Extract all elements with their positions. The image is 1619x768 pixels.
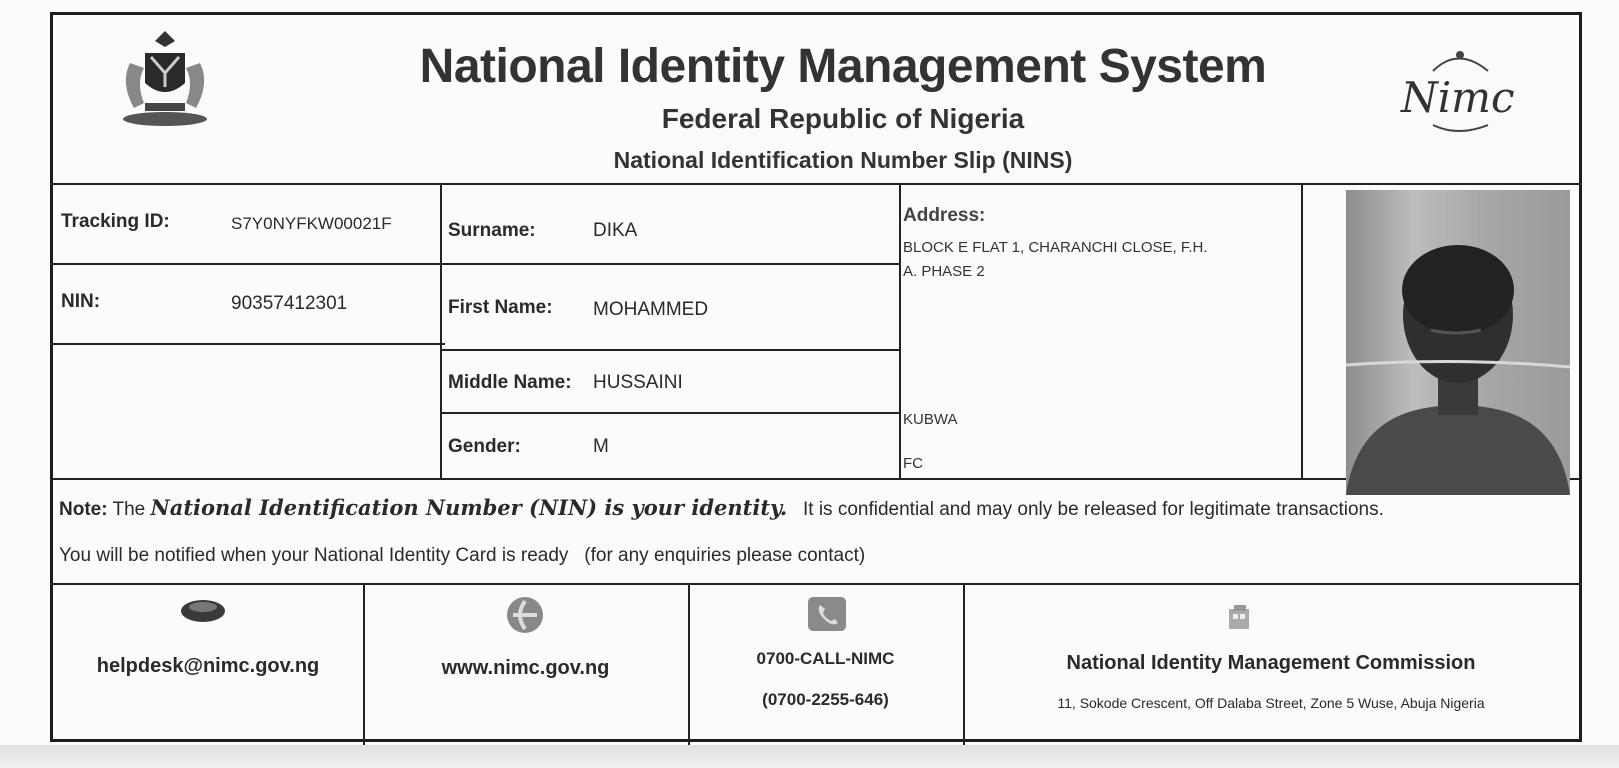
first-name-value: MOHAMMED [593,299,709,320]
address-line-1: BLOCK E FLAT 1, CHARANCHI CLOSE, F.H. [903,239,1208,256]
note-line-1 [59,495,1384,521]
gender-label: Gender: [448,436,521,457]
address-label: Address: [903,205,986,226]
divider [53,343,445,345]
divider [1301,183,1303,479]
page-title: National Identity Management System [419,40,1267,93]
phone-text: 0700-CALL-NIMC [756,649,895,668]
address-line-2: A. PHASE 2 [903,263,985,280]
email-icon [178,595,228,625]
page-subtitle: Federal Republic of Nigeria [661,103,1025,134]
tracking-id-label: Tracking ID: [61,211,170,232]
surname-label: Surname: [448,220,536,241]
note-enquiries-text: (for any enquiries please contact) [584,545,866,566]
note-notify-text: You will be notified when your National Identity Card is ready [59,545,569,566]
note-emphasis: National Identification Number (NIN) is your identity. [150,495,788,520]
note-line-2 [59,545,865,567]
helpdesk-email-link[interactable]: helpdesk@nimc.gov.ng [96,655,320,677]
divider [441,349,901,351]
note-divider [53,583,1579,585]
middle-name-label: Middle Name: [448,372,572,393]
note-label: Note: [59,499,108,520]
header-divider [53,183,1579,185]
nin-label: NIN: [61,291,101,312]
divider [899,183,901,479]
nimc-logo [1393,43,1523,133]
holder-photo [1346,190,1570,495]
browser-icon [503,593,547,637]
portrait-image [1346,190,1570,495]
tracking-id-value: S7Y0NYFKW00021F [231,214,392,233]
slip-title: National Identification Number Slip (NINS) [613,147,1073,173]
org-name: National Identity Management Commission [1066,652,1476,674]
first-name-label: First Name: [448,297,553,318]
building-icon [1226,601,1252,631]
note-lead: The [112,499,146,520]
divider [441,263,901,265]
address-town: KUBWA [903,411,958,428]
gender-value: M [593,436,609,457]
phone-icon [806,595,848,633]
middle-name-value: HUSSAINI [593,372,683,393]
note-rest: It is confidential and may only be released for legitimate transactions. [803,499,1384,520]
website-link[interactable]: www.nimc.gov.ng [441,657,610,679]
org-address: 11, Sokode Crescent, Off Dalaba Street, Zone 5 Wuse, Abuja Nigeria [1057,695,1485,711]
divider [441,412,901,414]
coat-of-arms-icon [105,23,225,128]
phone-number[interactable]: (0700-2255-646) [762,690,889,709]
address-state: FC [903,455,923,472]
nin-value: 90357412301 [231,293,348,314]
scan-edge [0,745,1619,768]
nimc-logo-text: Nimc [1401,73,1515,122]
surname-value: DIKA [593,220,638,241]
divider [53,263,445,265]
divider [440,183,442,479]
